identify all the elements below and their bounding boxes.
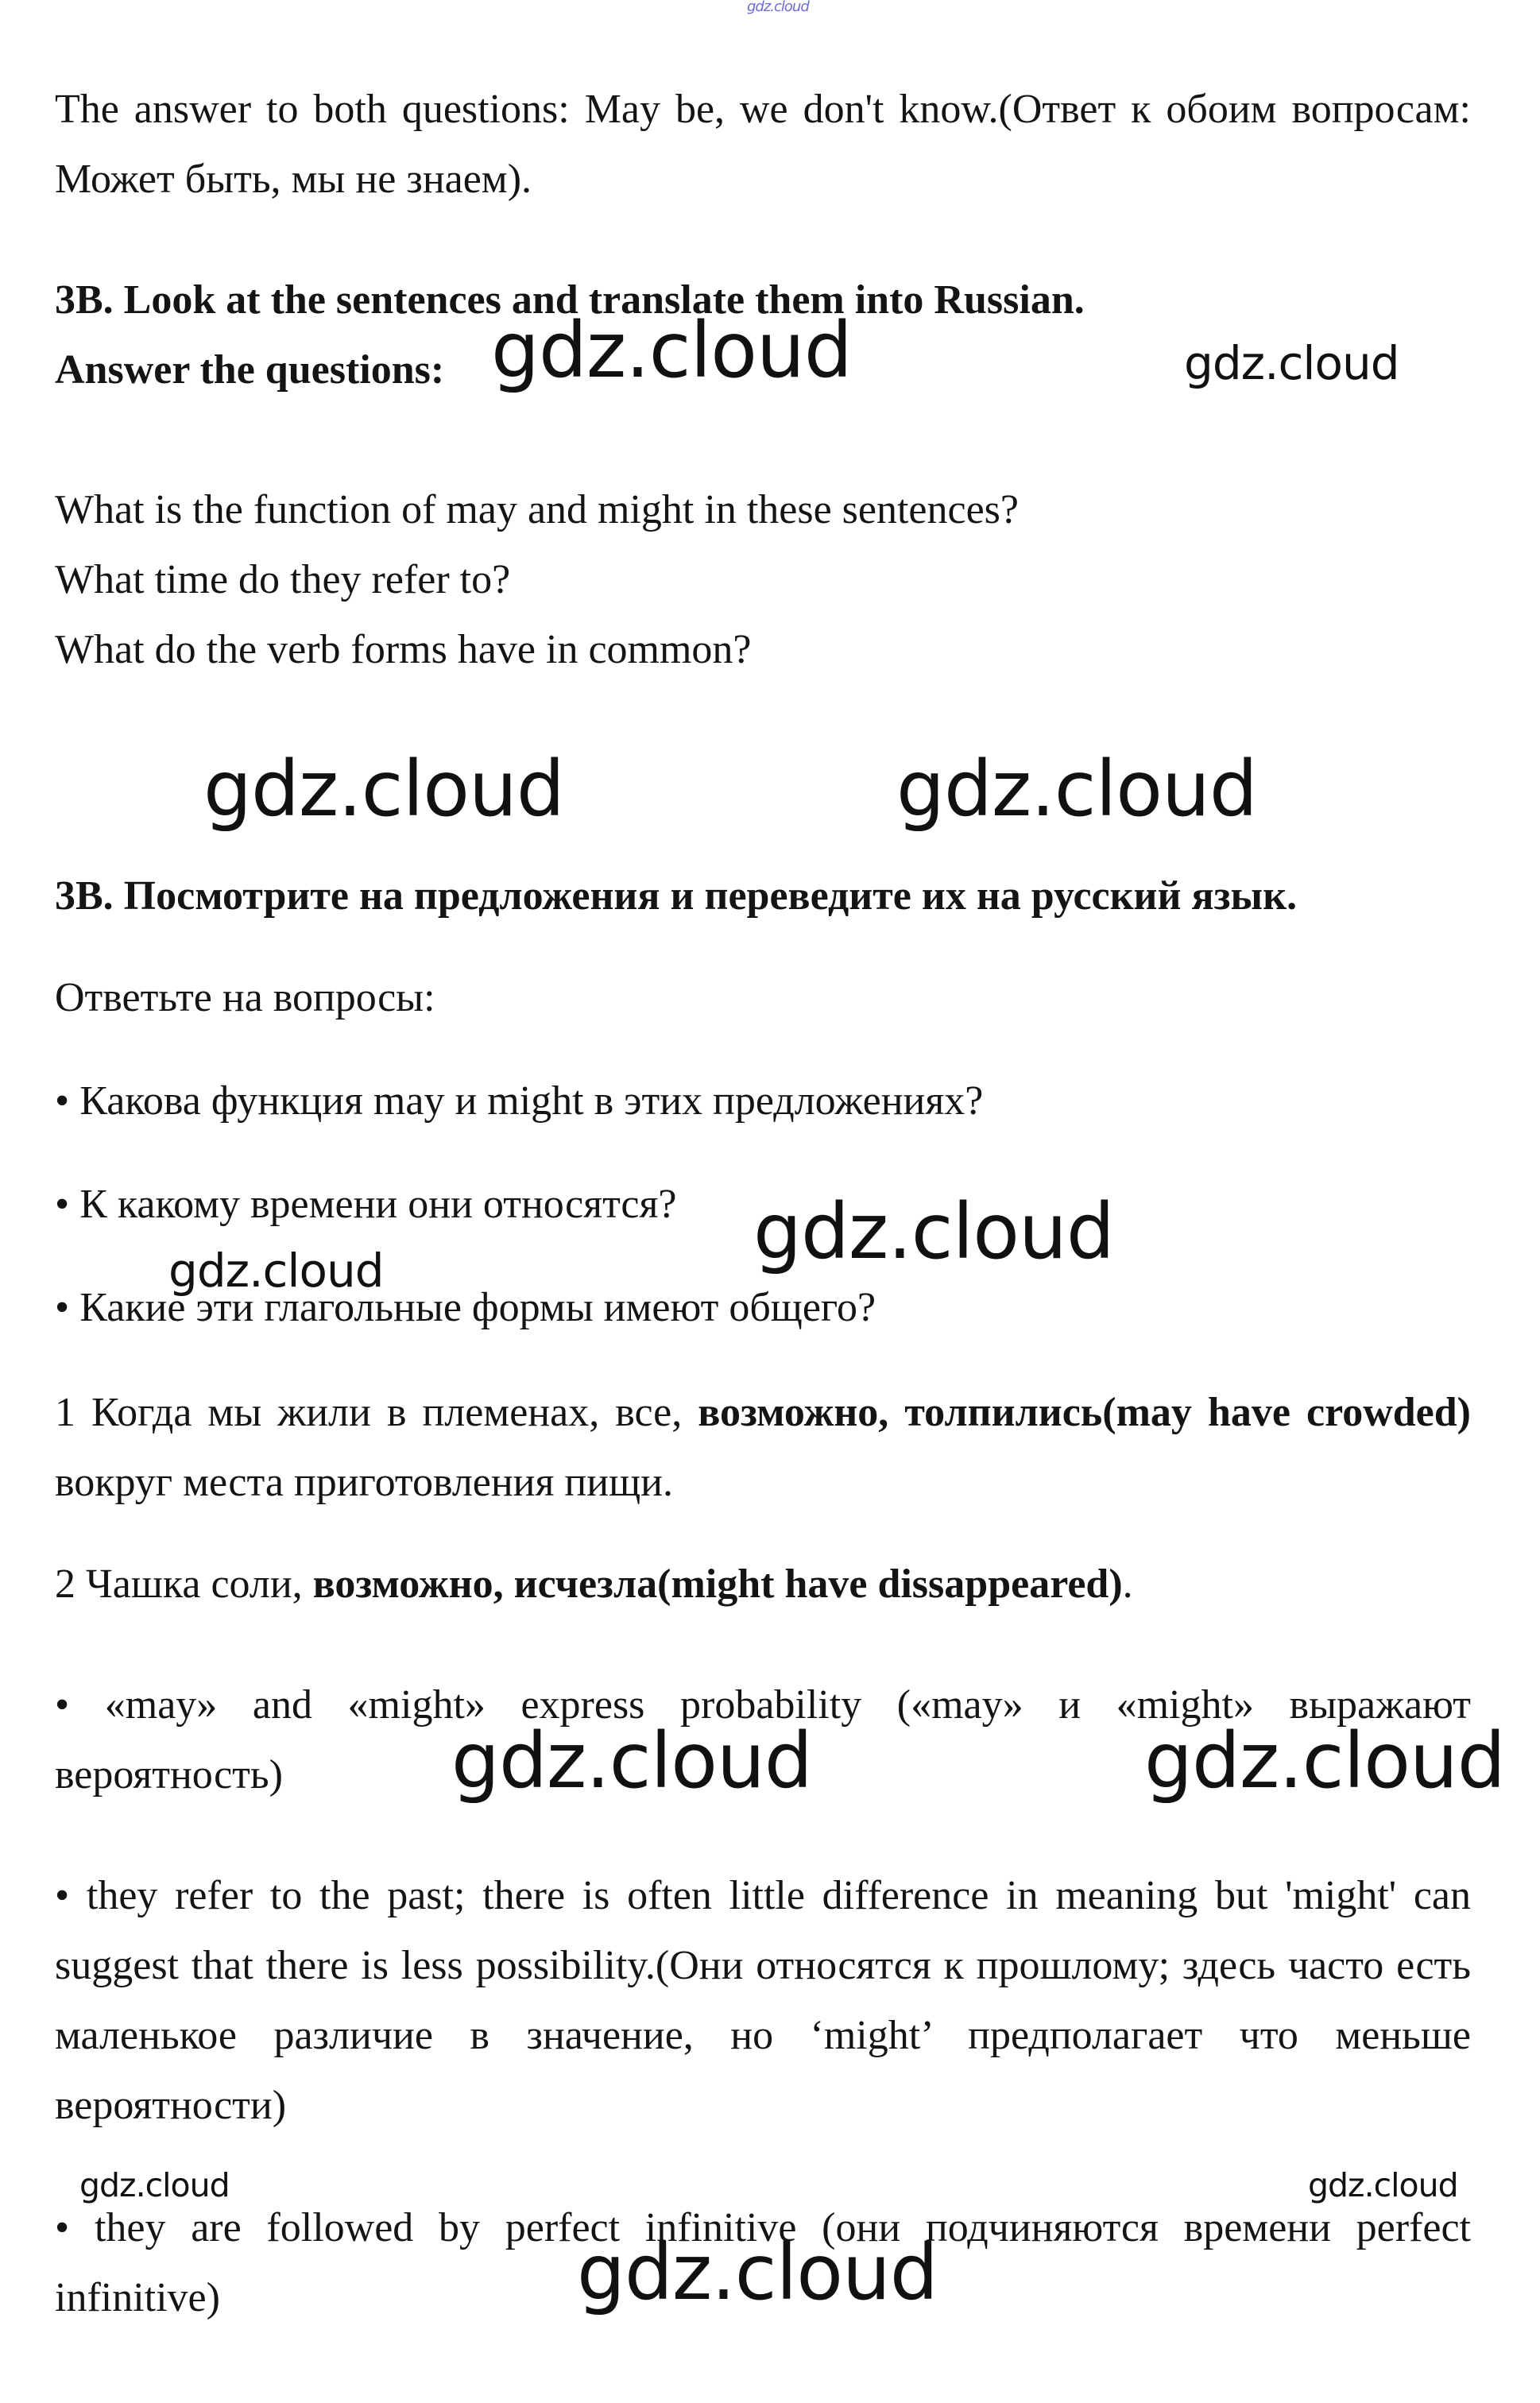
watermark: gdz.cloud: [491, 306, 852, 395]
watermark: gdz.cloud: [1184, 336, 1399, 390]
watermark: gdz.cloud: [753, 1187, 1114, 1276]
sentence-bold-text: возможно, исчезла(might have dissappeared): [312, 1561, 1123, 1607]
task-ru-bullet: • К какому времени они относятся?: [55, 1182, 677, 1227]
sentence-text: .: [1122, 1561, 1133, 1607]
task-en-question: What do the verb forms have in common?: [55, 627, 752, 672]
task-en-question: What is the function of may and might in these sentences?: [55, 487, 1019, 532]
sentence-bold-text: возможно, толпились(may have crowded): [698, 1390, 1471, 1435]
watermark: gdz.cloud: [203, 745, 564, 834]
task-en-heading: 3B. Look at the sentences and translate them into Russian.: [55, 277, 1085, 323]
task-ru-bullet: • Какие эти глагольные формы имеют общего?: [55, 1285, 876, 1330]
header-watermark: gdz.cloud: [747, 0, 809, 15]
task-ru-bullet: • Какова функция may и might в этих предложениях?: [55, 1078, 984, 1124]
task-en-question: What time do they refer to?: [55, 557, 511, 602]
example-sentence-1: [55, 1378, 1471, 1518]
task-ru-heading: 3B. Посмотрите на предложения и переведите их на русский язык.: [55, 873, 1298, 919]
task-en-subheading: Answer the questions:: [55, 347, 445, 393]
watermark: gdz.cloud: [168, 1244, 384, 1298]
watermark: gdz.cloud: [896, 745, 1257, 834]
example-sentence-2: [55, 1550, 1471, 1619]
answer-bullet-1: • «may» and «might» express probability («may» и «might» выражают вероятность): [55, 1682, 1471, 1797]
answer-bullet-2: • they refer to the past; there is often little difference in meaning but 'might' can suggest that there is less possibility.(Они относятся к прошлому; здесь часто есть маленькое различие в значение, но ‘might’ предполагает что меньше вероятности): [55, 1873, 1471, 2128]
watermark: gdz.cloud: [451, 1716, 812, 1805]
watermark: gdz.cloud: [577, 2228, 938, 2317]
task-ru-subheading: Ответьте на вопросы:: [55, 975, 435, 1020]
sentence-text: вокруг места приготовления пищи.: [55, 1460, 673, 1505]
watermark: gdz.cloud: [1308, 2166, 1458, 2204]
sentence-text: 1 Когда мы жили в племенах, все,: [55, 1390, 698, 1435]
intro-paragraph: The answer to both questions: May be, we don't know.(Ответ к обоим вопросам: Может быть, мы не знаем).: [55, 87, 1471, 202]
answer-bullet-3: • they are followed by perfect infinitive (они подчиняются времени perfect infinitive): [55, 2205, 1471, 2320]
watermark: gdz.cloud: [79, 2166, 230, 2204]
watermark: gdz.cloud: [1144, 1716, 1505, 1805]
sentence-text: 2 Чашка соли,: [55, 1561, 313, 1607]
